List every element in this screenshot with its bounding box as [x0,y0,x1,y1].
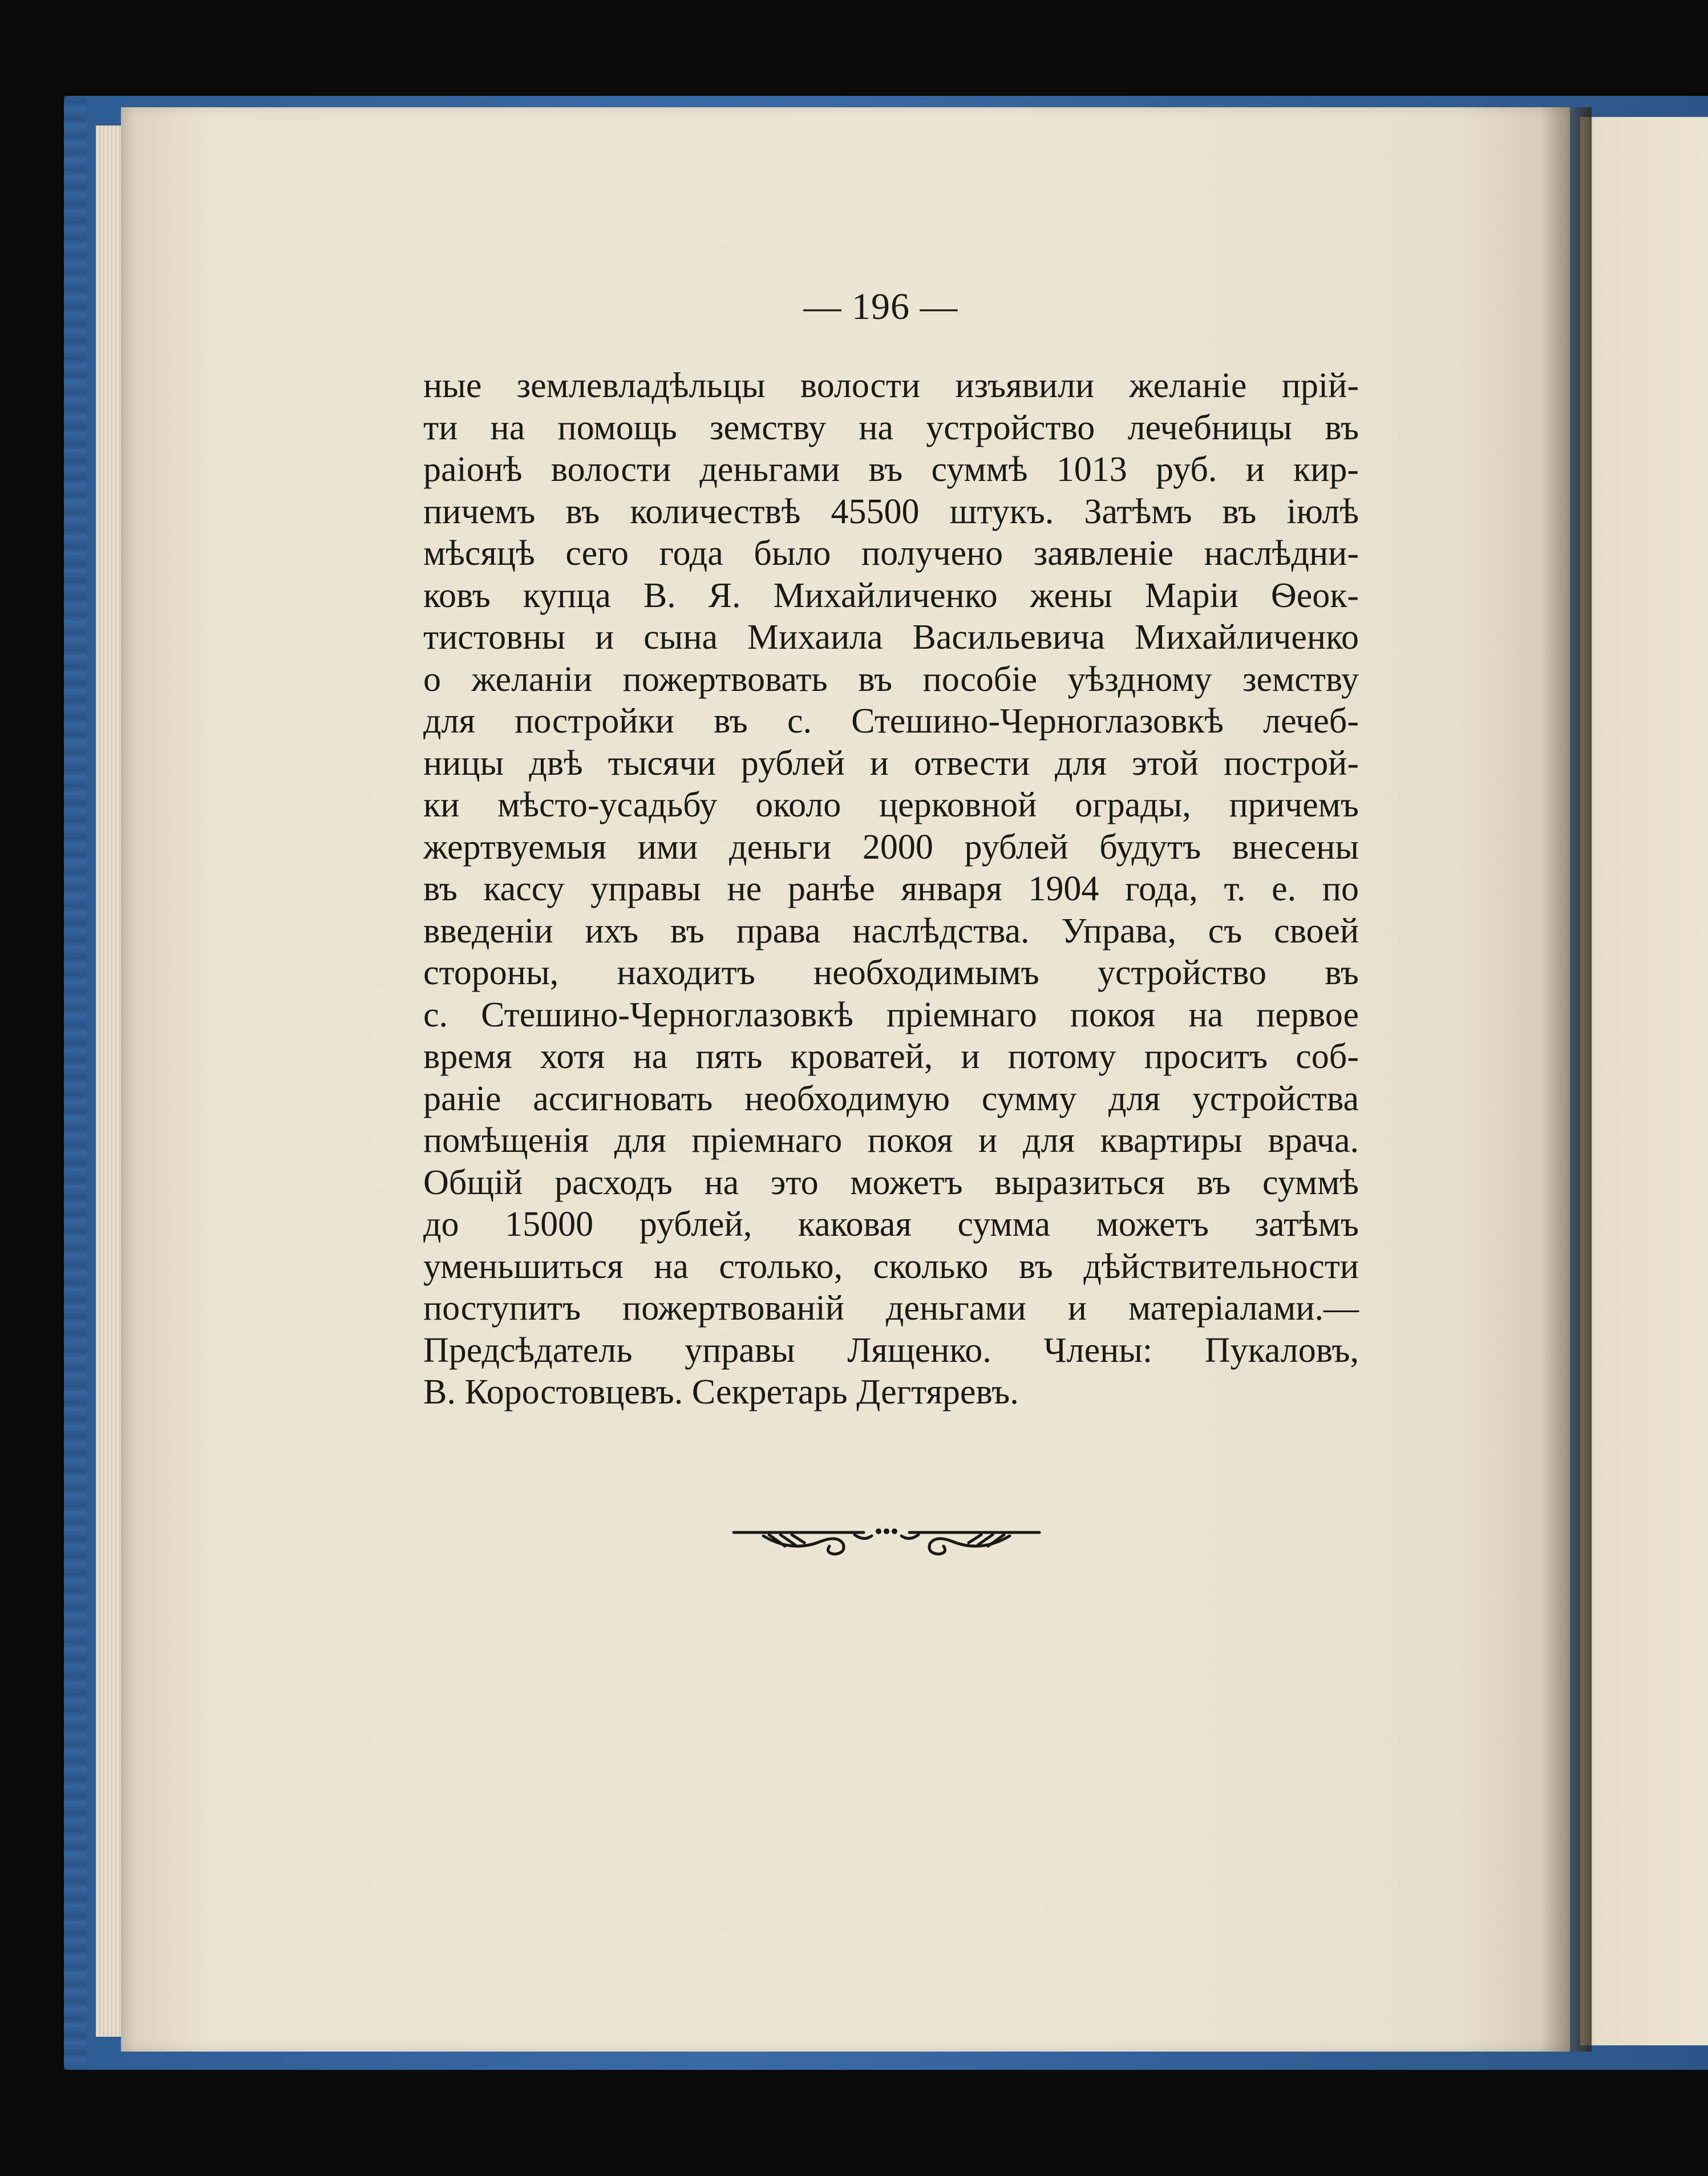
text-line: раіонѣ волости деньгами въ суммѣ 1013 руб. и кир- [423,450,1359,489]
text-line: пичемъ въ количествѣ 45500 штукъ. Затѣмъ въ іюлѣ [423,492,1359,531]
text-line: введеніи ихъ въ права наслѣдства. Управа, съ своей [423,911,1359,951]
right-page-edge [1580,117,1708,2045]
text-line: уменьшиться на столько, сколько въ дѣйствительности [423,1247,1359,1286]
text-line: раніе ассигновать необходимую сумму для устройства [423,1079,1359,1118]
text-line: мѣсяцѣ сего года было получено заявленіе наслѣдни- [423,534,1359,573]
text-line: с. Стешино-Черноглазовкѣ пріемнаго покоя на первое [423,995,1359,1034]
text-line: В. Коростовцевъ. Секретарь Дегтяревъ. [423,1373,1019,1411]
text-line: ковъ купца В. Я. Михайличенко жены Маріи Ѳеок- [423,576,1359,615]
text-line: поступитъ пожертвованій деньгами и матеріалами.— [423,1289,1359,1328]
text-line: помѣщенія для пріемнаго покоя и для квартиры врача. [423,1121,1359,1160]
text-line: ки мѣсто-усадьбу около церковной ограды, причемъ [423,786,1359,824]
ornament-divider [729,1519,1044,1559]
text-line: ные землевладѣльцы волости изъявили желаніе прій- [423,366,1359,405]
text-line: время хотя на пять кроватей, и потому проситъ соб- [423,1037,1359,1076]
text-line: стороны, находитъ необходимымъ устройство въ [423,953,1359,992]
text-line: жертвуемыя ими деньги 2000 рублей будутъ внесены [423,827,1359,867]
cover-spine-edge [64,96,87,2070]
text-line: Предсѣдатель управы Лященко. Члены: Пукаловъ, [423,1330,1359,1370]
text-line: Общій расходъ на это можетъ выразиться въ суммѣ [423,1163,1359,1202]
text-line: до 15000 рублей, каковая сумма можетъ затѣмъ [423,1205,1359,1244]
text-line: ти на помощь земству на устройство лечебницы въ [423,408,1359,447]
text-line: тистовны и сына Михаила Васильевича Михайличенко [423,618,1359,657]
text-line: ницы двѣ тысячи рублей и отвести для этой построй- [423,743,1359,783]
book-gutter [1540,107,1592,2052]
page-edges [96,126,123,2037]
text-line: въ кассу управы не ранѣе января 1904 года, т. е. по [423,869,1359,908]
text-line: для постройки въ с. Стешино-Черноглазовкѣ лечеб- [423,702,1359,741]
body-text [423,365,1359,1414]
page-number: — 196 — [803,286,958,327]
text-line: о желаніи пожертвовать въ пособіе уѣздному земству [423,660,1359,699]
